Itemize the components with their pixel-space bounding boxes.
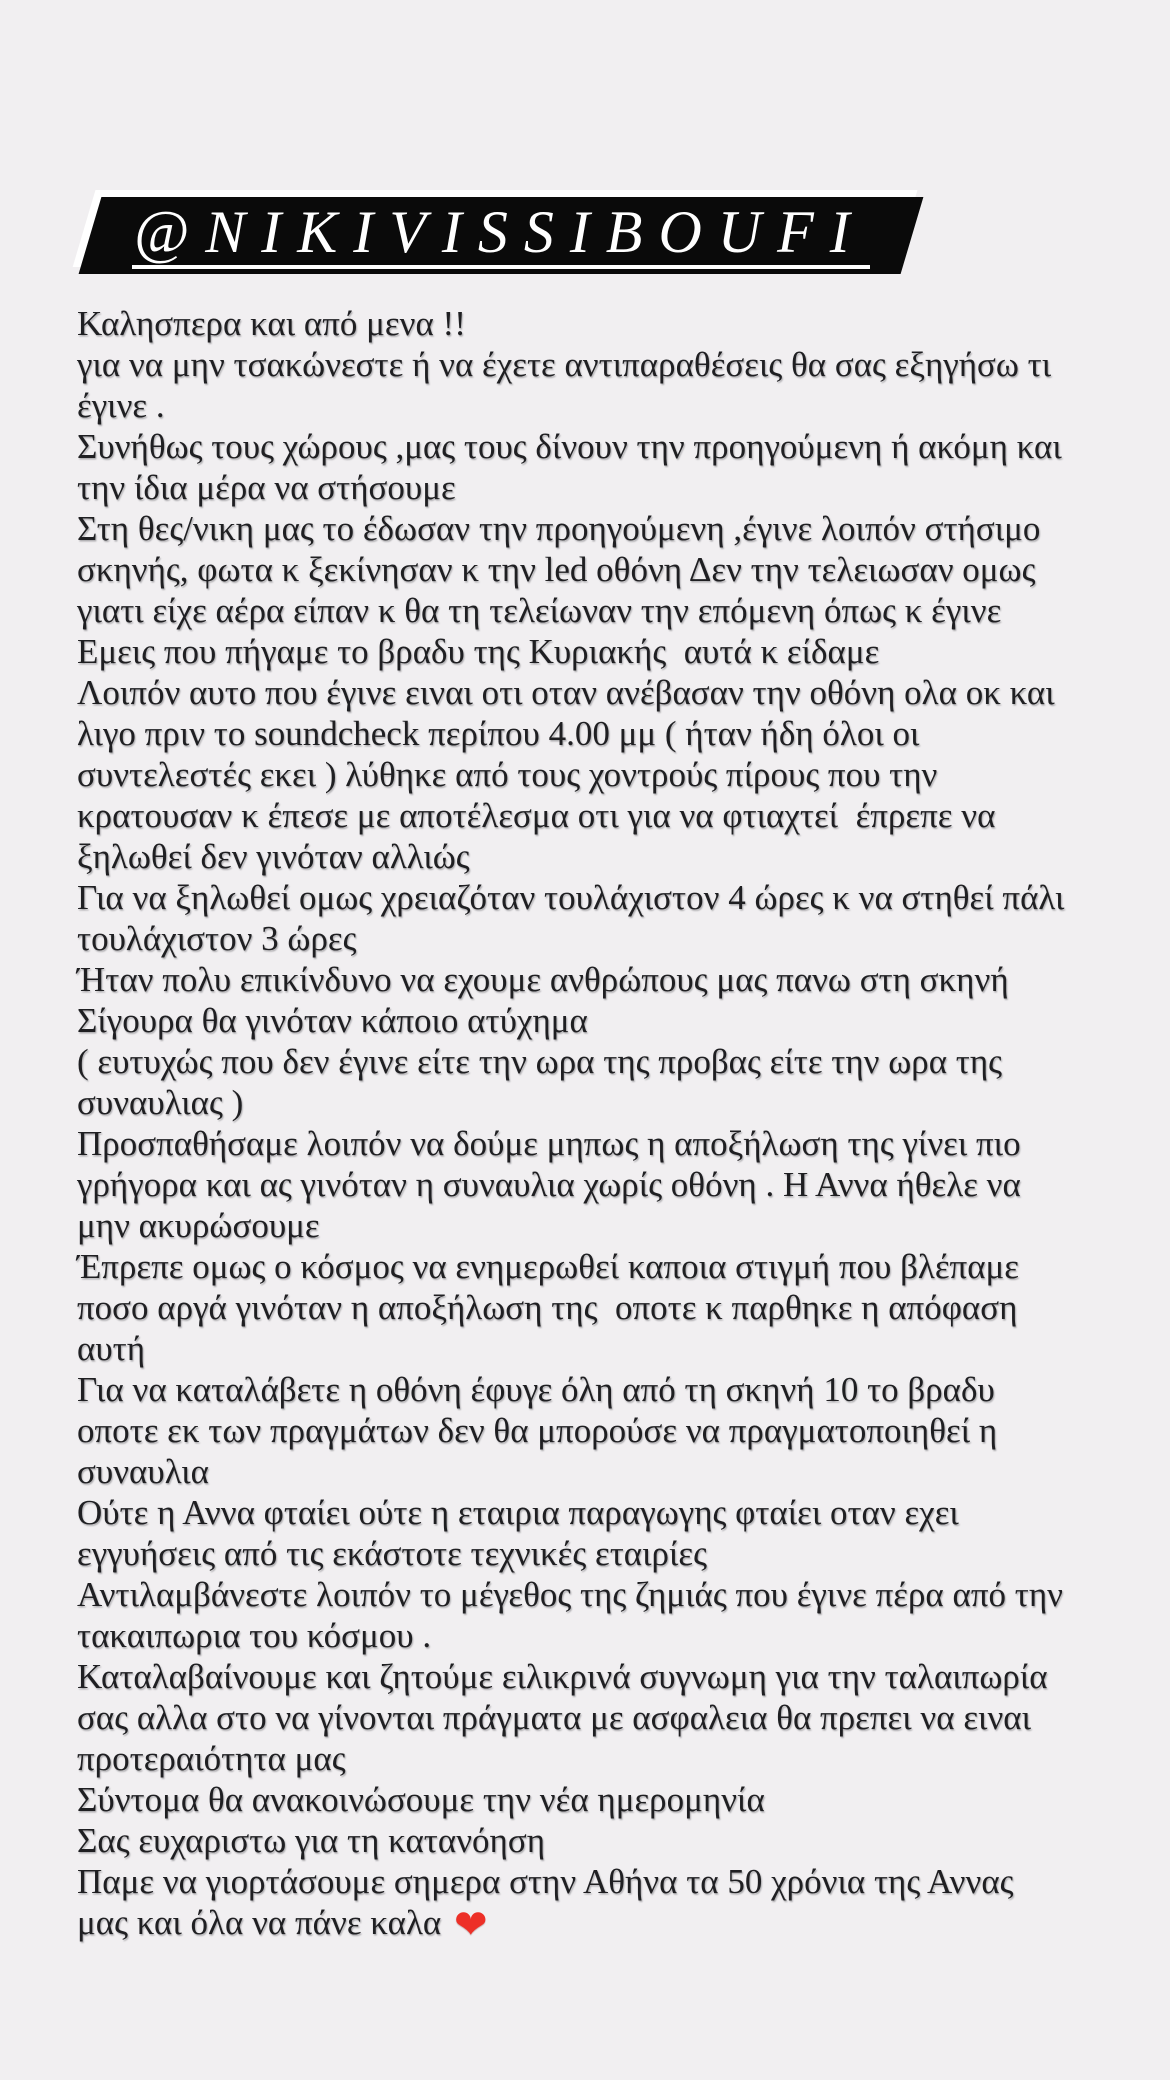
story-line: κρατουσαν κ έπεσε με αποτέλεσμα οτι για να φτιαχτεί έπρεπε να <box>77 796 996 835</box>
story-line: Αντιλαμβάνεστε λοιπόν το μέγεθος της ζημιάς που έγινε πέρα από την <box>77 1575 1063 1614</box>
story-line: αυτή <box>77 1329 146 1368</box>
story-line: τουλάχιστον 3 ώρες <box>77 919 357 958</box>
mention-sticker-banner[interactable] <box>79 197 924 274</box>
story-line: συναυλιας ) <box>77 1083 244 1122</box>
mention-handle[interactable]: @NIKIVISSIBOUFI <box>132 202 870 269</box>
story-line: Στη θες/νικη μας το έδωσαν την προηγούμενη ,έγινε λοιπόν στήσιμο <box>77 509 1041 548</box>
story-line: Παμε να γιορτάσουμε σημερα στην Αθήνα τα 50 χρόνια της Αννας <box>77 1862 1014 1901</box>
red-heart-icon: ❤ <box>454 1902 488 1948</box>
story-line: ( ευτυχώς που δεν έγινε είτε την ωρα της προβας είτε την ωρα της <box>77 1042 1003 1081</box>
story-line: μας και όλα να πάνε καλα ❤ <box>77 1902 488 1948</box>
story-line: Για να καταλάβετε η οθόνη έφυγε όλη από τη σκηνή 10 το βραδυ <box>77 1370 995 1409</box>
story-line: συντελεστές εκει ) λύθηκε από τους χοντρούς πίρους που την <box>77 755 938 794</box>
story-line: τακαιπωρια του κόσμου . <box>77 1616 432 1655</box>
story-line: Ούτε η Αννα φταίει ούτε η εταιρια παραγωγης φταίει οταν εχει <box>77 1493 959 1532</box>
story-line: Σύντομα θα ανακοινώσουμε την νέα ημερομηνία <box>77 1780 765 1819</box>
story-line: Σίγουρα θα γινόταν κάποιο ατύχημα <box>77 1001 588 1040</box>
story-line: σκηνής, φωτα κ ξεκίνησαν κ την led οθόνη Δεν την τελειωσαν ομως <box>77 550 1036 589</box>
story-line: ξηλωθεί δεν γινόταν αλλιώς <box>77 837 470 876</box>
story-line: Συνήθως τους χώρους ,μας τους δίνουν την προηγούμενη ή ακόμη και <box>77 427 1062 466</box>
story-line: λιγο πριν το soundcheck περίπου 4.00 μμ ( ήταν ήδη όλοι οι <box>77 714 920 753</box>
story-line: προτεραιότητα μας <box>77 1739 346 1778</box>
story-line: Εμεις που πήγαμε το βραδυ της Κυριακής αυτά κ είδαμε <box>77 632 880 671</box>
story-line: οποτε εκ των πραγμάτων δεν θα μπορούσε να πραγματοποιηθεί η <box>77 1411 998 1450</box>
story-line: εγγυήσεις από τις εκάστοτε τεχνικές εταιρίες <box>77 1534 707 1573</box>
story-line: Σας ευχαριστω για τη κατανόηση <box>77 1821 546 1860</box>
story-line: Ήταν πολυ επικίνδυνο να εχουμε ανθρώπους μας πανω στη σκηνή <box>77 960 1009 999</box>
story-line: ποσο αργά γινόταν η αποξήλωση της οποτε κ παρθηκε η απόφαση <box>77 1288 1018 1327</box>
story-line: Καλησπερα και από μενα !! <box>77 304 466 343</box>
story-line: έγινε . <box>77 386 165 425</box>
story-text <box>0 303 1170 1948</box>
story-line: την ίδια μέρα να στήσουμε <box>77 468 456 507</box>
story-line: σας αλλα στο να γίνονται πράγματα με ασφαλεια θα πρεπει να ειναι <box>77 1698 1032 1737</box>
story-line: Λοιπόν αυτο που έγινε ειναι οτι οταν ανέβασαν την οθόνη ολα οκ και <box>77 673 1055 712</box>
story-line: για να μην τσακώνεστε ή να έχετε αντιπαραθέσεις θα σας εξηγήσω τι <box>77 345 1052 384</box>
story-line: Έπρεπε ομως ο κόσμος να ενημερωθεί καποια στιγμή που βλέπαμε <box>77 1247 1020 1286</box>
story-line: Προσπαθήσαμε λοιπόν να δούμε μηπως η αποξήλωση της γίνει πιο <box>77 1124 1021 1163</box>
story-line: μην ακυρώσουμε <box>77 1206 320 1245</box>
story-line: γρήγορα και ας γινόταν η συναυλια χωρίς οθόνη . Η Αννα ήθελε να <box>77 1165 1021 1204</box>
story-line: Για να ξηλωθεί ομως χρειαζόταν τουλάχιστον 4 ώρες κ να στηθεί πάλι <box>77 878 1065 917</box>
story-line: Καταλαβαίνουμε και ζητούμε ειλικρινά συγνωμη για την ταλαιπωρία <box>77 1657 1048 1696</box>
story-line: γιατι είχε αέρα είπαν κ θα τη τελείωναν την επόμενη όπως κ έγινε <box>77 591 1002 630</box>
story-line: συναυλια <box>77 1452 209 1491</box>
